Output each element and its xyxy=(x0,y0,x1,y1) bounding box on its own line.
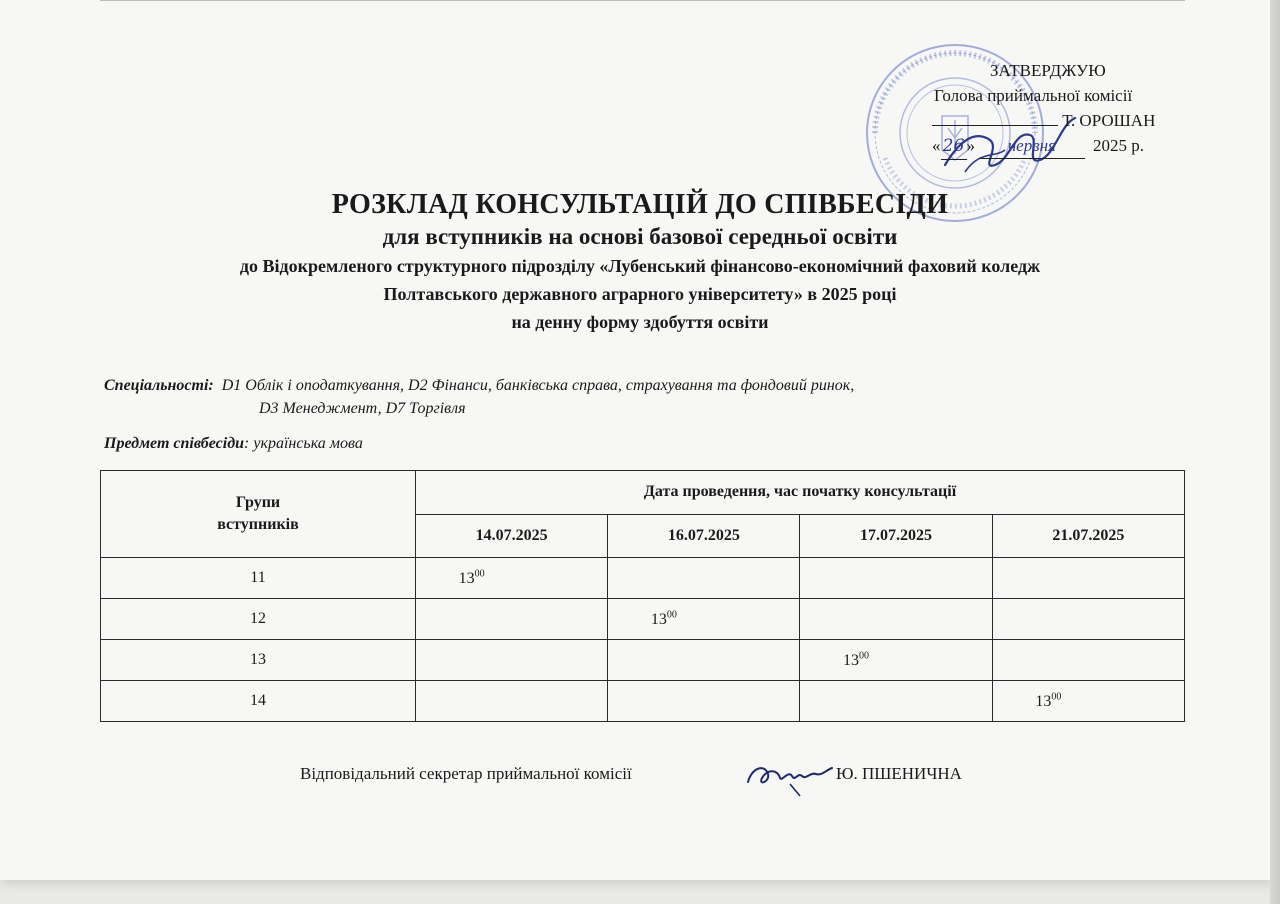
schedule-table xyxy=(100,470,1185,722)
approval-year: 2025 р. xyxy=(1093,136,1144,155)
footer-signature-block xyxy=(300,752,1060,802)
empty-cell xyxy=(416,681,608,722)
consultation-time-cell xyxy=(800,640,992,681)
approval-name-line xyxy=(920,108,1200,133)
date-column-header: 14.07.2025 xyxy=(416,514,608,558)
empty-cell xyxy=(992,640,1184,681)
date-header: Дата проведення, час початку консультації xyxy=(416,471,1185,515)
secretary-name: Ю. ПШЕНИЧНА xyxy=(836,764,962,783)
group-cell: 12 xyxy=(101,599,416,640)
table-row xyxy=(101,599,1185,640)
group-cell: 13 xyxy=(101,640,416,681)
approval-month: червня xyxy=(979,133,1085,159)
groups-header-line-1: Групи xyxy=(235,494,281,511)
time-hours: 13 xyxy=(458,569,475,587)
time-minutes: 00 xyxy=(1051,691,1062,703)
date-column-header: 21.07.2025 xyxy=(992,514,1184,558)
specialties-label: Спеціальності: xyxy=(104,377,214,394)
specialties-line-1: D1 Облік і оподаткування, D2 Фінанси, банківська справа, страхування та фондовий ринок, xyxy=(221,377,855,394)
page-edge-shadow xyxy=(1270,0,1280,904)
time-hours: 13 xyxy=(650,610,667,628)
groups-header-line-2: вступників xyxy=(217,516,299,533)
secretary-role: Відповідальний секретар приймальної комісії xyxy=(300,764,632,783)
institution-line-1: до Відокремленого структурного підрозділу «Лубенський фінансово-економічний фаховий коледж xyxy=(239,256,1041,276)
signature-blank xyxy=(932,111,1058,126)
empty-cell xyxy=(416,599,608,640)
group-cell: 11 xyxy=(101,558,416,599)
time-minutes: 00 xyxy=(666,609,677,621)
education-form: на денну форму здобуття освіти xyxy=(511,312,769,332)
approval-name: Т. ОРОШАН xyxy=(1062,111,1156,130)
date-column-header: 16.07.2025 xyxy=(608,514,800,558)
institution-line-2: Полтавського державного аграрного університету» в 2025 році xyxy=(383,284,897,304)
time-hours: 13 xyxy=(1035,692,1052,710)
empty-cell xyxy=(608,640,800,681)
document-title-block xyxy=(0,188,1280,336)
consultation-time-cell xyxy=(416,558,608,599)
table-row xyxy=(101,640,1185,681)
signature-secretary-icon xyxy=(740,752,840,800)
interview-subject xyxy=(104,435,363,453)
consultation-time-cell xyxy=(992,681,1184,722)
page-subtitle: для вступників на основі базової середньої освіти xyxy=(382,224,898,249)
groups-header xyxy=(101,471,416,558)
group-cell: 14 xyxy=(101,681,416,722)
time-hours: 13 xyxy=(843,651,860,669)
empty-cell xyxy=(800,558,992,599)
consultation-time-cell xyxy=(608,599,800,640)
empty-cell xyxy=(992,558,1184,599)
empty-cell xyxy=(608,558,800,599)
empty-cell xyxy=(800,681,992,722)
approval-position: Голова приймальної комісії xyxy=(934,86,1133,105)
empty-cell xyxy=(800,599,992,640)
subject-label: Предмет співбесіди xyxy=(104,435,245,452)
empty-cell xyxy=(416,640,608,681)
approval-date: « 26 » червня 2025 р. xyxy=(920,133,1200,160)
date-column-header: 17.07.2025 xyxy=(800,514,992,558)
top-rule xyxy=(100,0,1185,1)
table-row xyxy=(101,558,1185,599)
time-minutes: 00 xyxy=(859,650,870,662)
approval-label: ЗАТВЕРДЖУЮ xyxy=(990,61,1106,80)
specialties xyxy=(104,374,854,420)
time-minutes: 00 xyxy=(474,568,485,580)
page-title: РОЗКЛАД КОНСУЛЬТАЦІЙ ДО СПІВБЕСІДИ xyxy=(331,189,949,220)
approval-block xyxy=(920,58,1200,160)
subject-value: : українська мова xyxy=(244,435,363,452)
empty-cell xyxy=(608,681,800,722)
specialties-line-2: D3 Менеджмент, D7 Торгівля xyxy=(259,400,466,417)
approval-day: 26 xyxy=(941,134,967,160)
table-row xyxy=(101,681,1185,722)
empty-cell xyxy=(992,599,1184,640)
